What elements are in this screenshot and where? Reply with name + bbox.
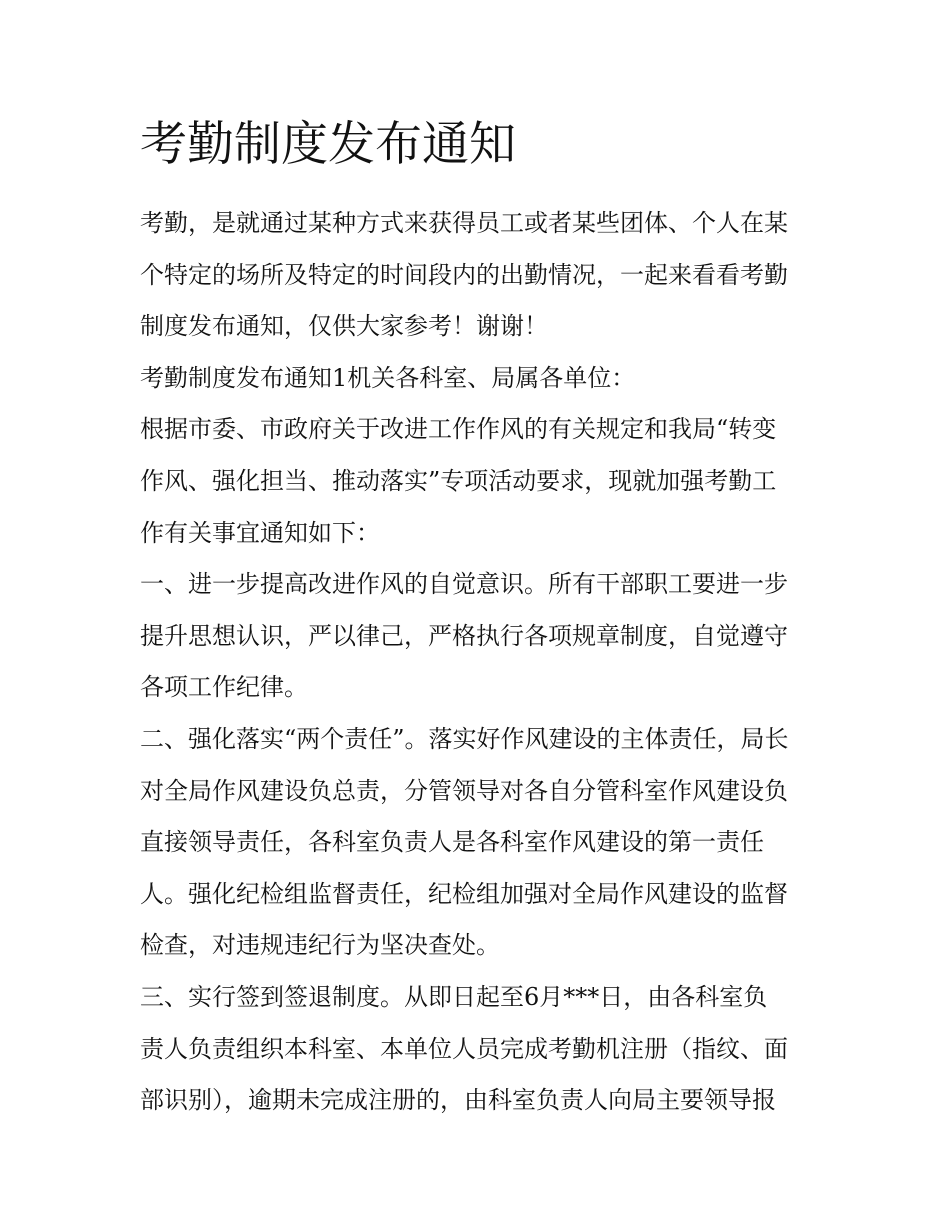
body-line: 考勤，是就通过某种方式来获得员工或者某些团体、个人在某 <box>140 209 788 237</box>
body-line: 考勤制度发布通知1机关各科室、局属各单位： <box>140 363 636 392</box>
document-title: 考勤制度发布通知 <box>140 117 516 172</box>
body-line: 提升思想认识，严以律己，严格执行各项规章制度，自觉遵守 <box>140 621 788 650</box>
body-line: 部识别），逾期未完成注册的，由科室负责人向局主要领导报 <box>140 1086 776 1115</box>
body-line: 各项工作纪律。 <box>140 673 308 702</box>
body-line: 直接领导责任，各科室负责人是各科室作风建设的第一责任 <box>140 828 764 857</box>
body-line: 作风、强化担当、推动落实”专项活动要求，现就加强考勤工 <box>140 466 777 495</box>
body-line: 二、强化落实“两个责任”。落实好作风建设的主体责任，局长 <box>140 724 789 753</box>
body-line: 责人负责组织本科室、本单位人员完成考勤机注册（指纹、面 <box>140 1034 788 1063</box>
body-line: 根据市委、市政府关于改进工作作风的有关规定和我局“转变 <box>140 415 777 444</box>
body-line: 制度发布通知，仅供大家参考！谢谢！ <box>140 312 548 341</box>
body-line: 作有关事宜通知如下： <box>140 518 380 547</box>
body-line: 人。强化纪检组监督责任，纪检组加强对全局作风建设的监督 <box>140 879 788 908</box>
body-line: 三、实行签到签退制度。从即日起至6月***日，由各科室负 <box>140 982 768 1011</box>
document-body <box>140 198 816 1127</box>
body-line: 对全局作风建设负总责，分管领导对各自分管科室作风建设负 <box>140 776 788 805</box>
body-line: 个特定的场所及特定的时间段内的出勤情况，一起来看看考勤 <box>140 260 788 289</box>
body-line: 一、进一步提高改进作风的自觉意识。所有干部职工要进一步 <box>140 570 788 599</box>
body-line: 检查，对违规违纪行为坚决查处。 <box>140 931 500 960</box>
